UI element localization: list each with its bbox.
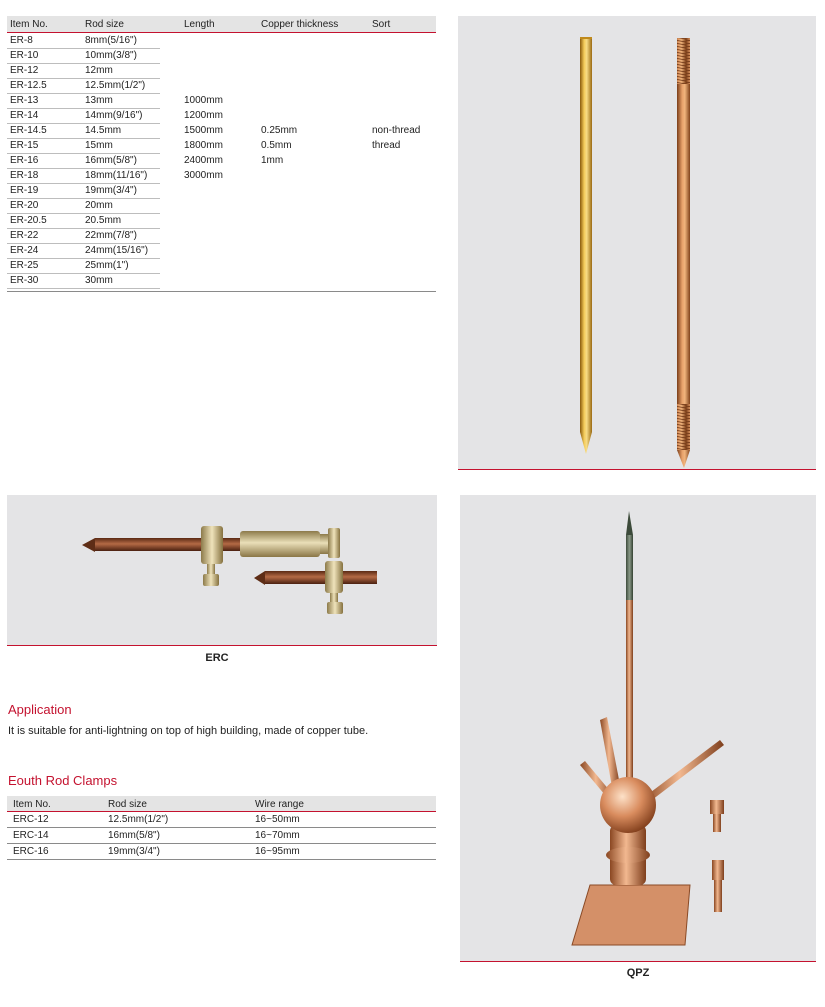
table-row	[7, 213, 160, 229]
spec-rod-size: 16mm(5/8")	[85, 155, 137, 166]
spec-sort: non-thread	[372, 125, 421, 136]
spec-item-no: ER-15	[10, 140, 39, 151]
spec-rod-size: 12.5mm(1/2")	[85, 80, 146, 91]
spec-item-no: ER-18	[10, 170, 39, 181]
clamp-size: 19mm(3/4")	[108, 846, 160, 857]
side-spikes	[580, 717, 724, 803]
clamp-range: 16~50mm	[255, 814, 300, 825]
spec-item-no: ER-24	[10, 245, 39, 256]
spec-length: 1800mm	[184, 140, 223, 151]
header-sort: Sort	[372, 19, 391, 30]
spec-rod-size: 24mm(15/16")	[85, 245, 149, 256]
clamps-header-rod-size: Rod size	[108, 799, 147, 810]
base-plate	[572, 885, 690, 945]
table-row	[7, 138, 160, 154]
header-rod-size: Rod size	[85, 19, 124, 30]
ground-rods-illustration	[458, 16, 816, 469]
table-row	[7, 168, 160, 184]
clamp-item: ERC-16	[13, 846, 49, 857]
spec-length: 1500mm	[184, 125, 223, 136]
erc-clamp-illustration	[7, 495, 437, 645]
clamp-size: 12.5mm(1/2")	[108, 814, 169, 825]
table-row	[7, 63, 160, 79]
spec-item-no: ER-12	[10, 65, 39, 76]
table-row	[7, 78, 160, 94]
spec-item-no: ER-30	[10, 275, 39, 286]
spec-rod-size: 20.5mm	[85, 215, 122, 226]
table-row	[7, 844, 436, 860]
header-length: Length	[184, 19, 215, 30]
header-item-no: Item No.	[10, 19, 48, 30]
qpz-air-terminal-image	[460, 495, 816, 961]
spec-item-no: ER-19	[10, 185, 39, 196]
spec-rod-size: 22mm(7/8")	[85, 230, 137, 241]
table-row	[7, 33, 160, 49]
spec-length: 2400mm	[184, 155, 223, 166]
clamp-size: 16mm(5/8")	[108, 830, 160, 841]
spec-item-no: ER-22	[10, 230, 39, 241]
spec-length: 1000mm	[184, 95, 223, 106]
spec-rod-size: 20mm	[85, 200, 113, 211]
qpz-caption: QPZ	[626, 967, 650, 979]
spec-rod-size: 15mm	[85, 140, 113, 151]
erc-caption: ERC	[205, 652, 229, 664]
spec-item-no: ER-20	[10, 200, 39, 211]
spec-rod-size: 8mm(5/16")	[85, 35, 137, 46]
table-row	[7, 228, 160, 244]
spec-rod-size: 12mm	[85, 65, 113, 76]
spec-item-no: ER-20.5	[10, 215, 47, 226]
threaded-copper-rod	[677, 38, 690, 468]
spec-rod-size: 30mm	[85, 275, 113, 286]
table-row	[7, 243, 160, 259]
table-row	[7, 93, 160, 109]
table-row	[7, 108, 160, 124]
spec-length: 3000mm	[184, 170, 223, 181]
spec-item-no: ER-16	[10, 155, 39, 166]
clamp-range: 16~95mm	[255, 846, 300, 857]
spec-table-body	[7, 33, 436, 292]
small-fittings	[710, 800, 724, 912]
clamp-item: ERC-14	[13, 830, 49, 841]
spec-item-no: ER-14	[10, 110, 39, 121]
spec-item-no: ER-25	[10, 260, 39, 271]
clamp-range: 16~70mm	[255, 830, 300, 841]
central-rod-tip	[626, 535, 633, 600]
table-row	[7, 123, 160, 139]
clamps-title: Eouth Rod Clamps	[8, 773, 118, 788]
erc-divider	[7, 645, 437, 646]
clamp-item: ERC-12	[13, 814, 49, 825]
qpz-divider	[460, 961, 816, 962]
table-row	[7, 258, 160, 274]
clamps-header-wire-range: Wire range	[255, 799, 304, 810]
clamps-header-item-no: Item No.	[13, 799, 51, 810]
spec-item-no: ER-12.5	[10, 80, 47, 91]
table-row	[7, 828, 436, 844]
smooth-copper-rod	[580, 37, 592, 454]
spec-thickness: 0.25mm	[261, 125, 298, 136]
table-row	[7, 812, 436, 828]
copper-sphere	[600, 777, 656, 833]
rod-with-clamp	[254, 561, 377, 614]
spec-thickness: 0.5mm	[261, 140, 292, 151]
clamps-table-header	[7, 796, 436, 812]
ground-rods-divider	[458, 469, 816, 470]
spec-rod-size: 13mm	[85, 95, 113, 106]
spec-rod-size: 14.5mm	[85, 125, 122, 136]
spec-item-no: ER-8	[10, 35, 33, 46]
ground-rods-image	[458, 16, 816, 469]
spec-rod-size: 10mm(3/8")	[85, 50, 137, 61]
table-row	[7, 153, 160, 169]
spec-rod-size: 14mm(9/16")	[85, 110, 143, 121]
table-row	[7, 198, 160, 214]
spec-length: 1200mm	[184, 110, 223, 121]
qpz-illustration	[460, 495, 816, 961]
application-text: It is suitable for anti-lightning on top of high building, made of copper tube.	[8, 725, 369, 737]
spec-item-no: ER-14.5	[10, 125, 47, 136]
spec-item-no: ER-10	[10, 50, 39, 61]
clamps-table	[7, 796, 436, 860]
central-rod	[626, 600, 633, 790]
table-row	[7, 183, 160, 199]
spec-table-header	[7, 16, 436, 33]
spec-rod-size: 25mm(1")	[85, 260, 129, 271]
erc-clamp-image	[7, 495, 437, 645]
spec-item-no: ER-13	[10, 95, 39, 106]
spec-rod-size: 18mm(11/16")	[85, 170, 148, 181]
spec-thickness: 1mm	[261, 155, 284, 166]
table-row	[7, 48, 160, 64]
application-title: Application	[8, 702, 72, 717]
table-row	[7, 273, 160, 289]
header-copper-thickness: Copper thickness	[261, 19, 339, 30]
spec-rod-size: 19mm(3/4")	[85, 185, 137, 196]
spec-sort: thread	[372, 140, 401, 151]
earth-rod-spec-table	[7, 16, 436, 292]
